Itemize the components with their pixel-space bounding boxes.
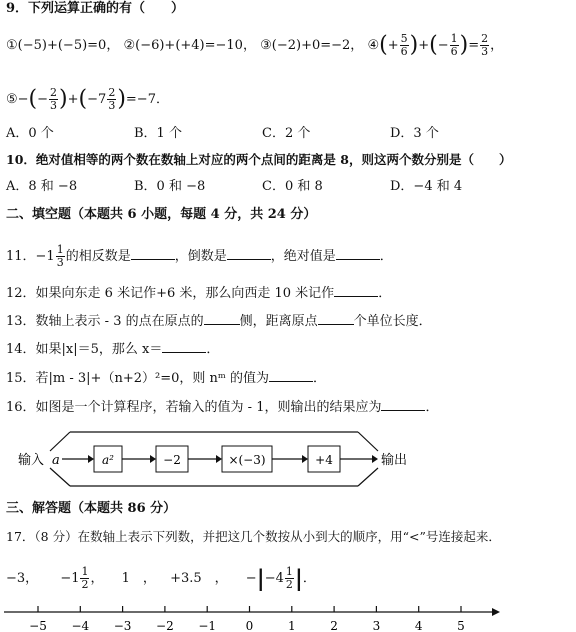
q14: 14．如果|x|＝5，那么 x＝ ．	[6, 342, 220, 357]
axis-tick-label: 1	[287, 619, 296, 632]
fraction: $\frac{1}{6}$	[450, 32, 458, 58]
q10-option-d: D．−4 和 4	[390, 179, 463, 194]
fraction: $\frac{2}{3}$	[50, 86, 58, 112]
q9-expr1: ①(−5)+(−5)=0，	[6, 38, 120, 53]
fraction: $\frac{5}{6}$	[400, 32, 408, 58]
q17-numbers: −3， −1 $\frac{1}{2}$ ， 1 ， +3.5 ， −|−4 $\frac{1}{2}$ |．	[6, 565, 316, 592]
answer-blank[interactable]	[227, 247, 271, 260]
axis-tick-label: 5	[457, 619, 465, 632]
flow-box-label: a²	[102, 453, 114, 467]
axis-tick-label: 0	[245, 619, 254, 632]
flow-input-label: 输入	[18, 453, 45, 468]
axis-tick-label: 3	[372, 619, 381, 632]
answer-blank[interactable]	[334, 284, 378, 297]
q9-option-a: A．0 个	[6, 126, 54, 141]
fraction: $\frac{2}{3}$	[481, 32, 489, 58]
axis-tick-label: 2	[330, 619, 338, 632]
flow-output-label: 输出	[381, 453, 408, 468]
axis-tick-label: −5	[29, 619, 47, 632]
calculation-flowchart	[0, 424, 420, 494]
answer-blank[interactable]	[131, 247, 175, 260]
q9-row1	[6, 33, 503, 58]
q9-expr4: ④(+ $\frac{5}{6}$ )+(− $\frac{1}{6}$ )= $\frac{2}{3}$ ，	[367, 32, 504, 58]
q10-option-c: C．0 和 8	[262, 179, 323, 194]
number-line	[0, 600, 576, 632]
axis-tick-label: −4	[71, 619, 90, 632]
flow-box-label: ×(−3)	[228, 453, 266, 467]
fraction: $\frac{1}{2}$	[81, 565, 89, 591]
q9-expr2: ②(−6)+(+4)=−10，	[123, 38, 256, 53]
q9-option-b: B．1 个	[134, 126, 182, 141]
q13: 13．数轴上表示 - 3 的点在原点的 侧，距离原点 个单位长度．	[6, 314, 432, 329]
answer-blank[interactable]	[269, 369, 313, 382]
q15: 15．若|m - 3|+（n+2）²=0，则 nᵐ 的值为 ．	[6, 371, 326, 386]
q10-option-b: B．0 和 −8	[134, 179, 206, 194]
section-2-heading: 二、填空题（本题共 6 小题，每题 4 分，共 24 分）	[6, 207, 317, 222]
flow-box-label: +4	[315, 453, 333, 467]
q17-title: 17．（8 分）在数轴上表示下列数，并把这几个数按从小到大的顺序，用“<”号连接起来．	[6, 529, 501, 544]
q16: 16．如图是一个计算程序，若输入的值为 - 1，则输出的结果应为 ．	[6, 400, 439, 415]
q10-title: 10．绝对值相等的两个数在数轴上对应的两个点间的距离是 8，则这两个数分别是（ ）	[6, 152, 512, 167]
q9-option-c: C．2 个	[262, 126, 311, 141]
q11: 11．−1 $\frac{1}{3}$ 的相反数是 ，倒数是 ，绝对值是 ．	[6, 243, 393, 269]
axis-tick-label: 4	[414, 619, 423, 632]
fraction: $\frac{1}{2}$	[285, 565, 293, 591]
q9-row2: ⑤−(− $\frac{2}{3}$ )+(−7 $\frac{2}{3}$ )=−7．	[6, 86, 169, 112]
fraction: $\frac{2}{3}$	[108, 86, 116, 112]
section-3-heading: 三、解答题（本题共 86 分）	[6, 501, 177, 516]
arrow-right-icon	[492, 608, 500, 616]
axis-tick-label: −3	[113, 619, 132, 632]
flow-input-var: a	[52, 453, 60, 468]
q9-option-d: D．3 个	[390, 126, 439, 141]
answer-blank[interactable]	[204, 312, 240, 325]
axis-tick-label: −2	[156, 619, 174, 632]
q10-option-a: A．8 和 −8	[6, 179, 78, 194]
fraction: $\frac{1}{3}$	[56, 243, 64, 269]
q9-expr3: ③(−2)+0=−2，	[260, 38, 364, 53]
answer-blank[interactable]	[381, 398, 425, 411]
answer-blank[interactable]	[336, 247, 380, 260]
answer-blank[interactable]	[318, 312, 354, 325]
q12: 12．如果向东走 6 米记作+6 米，那么向西走 10 米记作 ．	[6, 286, 392, 301]
flow-box-label: −2	[163, 453, 181, 467]
q9-title: 9．下列运算正确的有（ ）	[6, 1, 185, 16]
axis-tick-label: −1	[198, 619, 217, 632]
answer-blank[interactable]	[162, 340, 206, 353]
